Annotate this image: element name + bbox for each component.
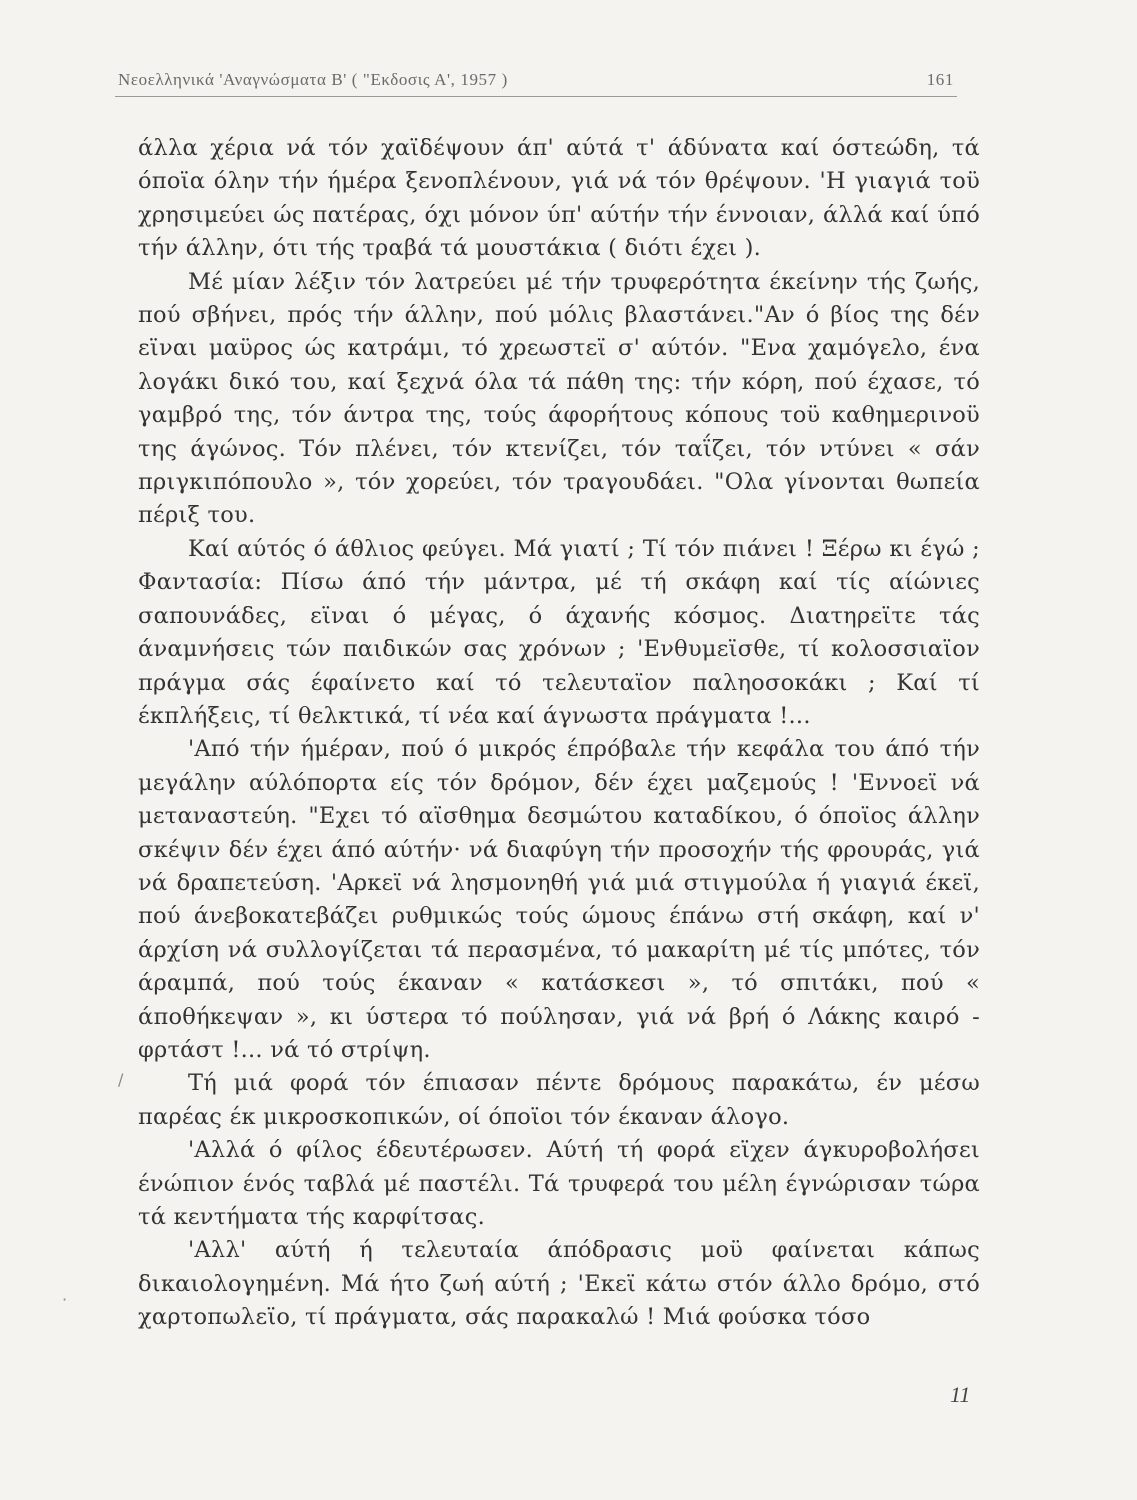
paragraph-3: Καί αύτός ό άθλιος φεύγει. Μά γιατί ; Τί τόν πιάνει ! Ξέρω κι έγώ ; Φαντασία: Πίσω άπό τήν μάντρα, μέ τή σκάφη καί τίς αίώνιες σαπουνάδες, εϊναι ό μέγας, ό άχανής κόσμος. Διατηρεϊτε τάς άναμνήσεις τών παιδικών σας χρόνων ; 'Ενθυμεϊσθε, τί κολοσσιαϊον πράγμα σάς έφαίνετο καί τό τελευταϊον παληοσοκάκι ; Καί τί έκπλήξεις, τί θελκτικά, τί νέα καί άγνωστα πράγματα !...	[138, 535, 980, 729]
paragraph-7: 'Αλλ' αύτή ή τελευταία άπόδρασις μοϋ φαίνεται κάπως δικαιολογημένη. Μά ήτο ζωή αύτή ; 'Εκεϊ κάτω στόν άλλο δρόμο, στό χαρτοπωλεϊο, τί πράγματα, σάς παρακαλώ ! Μιά φούσκα τόσο	[138, 1237, 980, 1331]
margin-mark: /	[118, 1070, 124, 1089]
paragraph-6: 'Αλλά ό φίλος έδευτέρωσεν. Αύτή τή φορά εϊχεν άγκυροβολήσει ένώπιον ένός ταβλά μέ παστέλι. Τά τρυφερά του μέλη έγνώρισαν τώρα τά κεντήματα τής καρφίτσας.	[138, 1137, 980, 1230]
paragraph-2: Μέ μίαν λέξιν τόν λατρεύει μέ τήν τρυφερότητα έκείνην τής ζωής, πού σβήνει, πρός τήν άλλην, πού μόλις βλαστάνει."Αν ό βίος της δέν εϊναι μαϋρος ώς κατράμι, τό χρεωστεϊ σ' αύτόν. "Ενα χαμόγελο, ένα λογάκι δικό του, καί ξεχνά όλα τά πάθη της: τήν κόρη, πού έχασε, τό γαμβρό της, τόν άντρα της, τούς άφορήτους κόπους τοϋ καθημερινοϋ της άγώνος. Τόν πλένει, τόν κτενίζει, τόν ταΐζει, τόν ντύνει « σάν πριγκιπόπουλο », τόν χορεύει, τόν τραγουδάει. "Ολα γίνονται θωπεία πέριξ του.	[138, 268, 980, 529]
page-number: 161	[926, 70, 954, 89]
paragraph-5: Τή μιά φορά τόν έπιασαν πέντε δρόμους παρακάτω, έν μέσω παρέας έκ μικροσκοπικών, οί όποϊοι τόν έκαναν άλογο.	[138, 1070, 980, 1130]
signature-mark: 11	[950, 1382, 971, 1407]
paragraph-4: 'Από τήν ήμέραν, πού ό μικρός έπρόβαλε τήν κεφάλα του άπό τήν μεγάλην αύλόπορτα είς τόν δρόμον, δέν έχει μαζεμούς ! 'Εννοεϊ νά μεταναστεύη. "Εχει τό αϊσθημα δεσμώτου καταδίκου, ό όποϊος άλλην σκέψιν δέν έχει άπό αύτήν· νά διαφύγη τήν προσοχήν τής φρουράς, γιά νά δραπετεύση. 'Αρκεϊ νά λησμονηθή γιά μιά στιγμούλα ή γιαγιά έκεϊ, πού άνεβοκατεβάζει ρυθμικώς τούς ώμους έπάνω στή σκάφη, καί ν' άρχίση νά συλλογίζεται τά περασμένα, τό μακαρίτη μέ τίς μπότες, τόν άραμπά, πού τούς έκαναν « κατάσκεσι », τό σπιτάκι, πού « άποθήκεψαν », κι ύστερα τό πούλησαν, γιά νά βρή ό Λάκης καιρό - φρτάστ !... νά τό στρίψη.	[138, 736, 980, 1063]
body-text	[138, 132, 980, 1335]
paragraph-1: άλλα χέρια νά τόν χαϊδέψουν άπ' αύτά τ' άδύνατα καί όστεώδη, τά όποϊα όλην τήν ήμέρα ξενοπλένουν, γιά νά τόν θρέψουν. 'Η γιαγιά τοϋ χρησιμεύει ώς πατέρας, όχι μόνον ύπ' αύτήν τήν έννοιαν, άλλά καί ύπό τήν άλλην, ότι τής τραβά τά μουστάκια ( διότι έχει ).	[138, 135, 980, 262]
running-title: Νεοελληνικά 'Αναγνώσματα Β' ( "Εκδοσις Α', 1957 )	[118, 70, 508, 89]
margin-mark: ·	[62, 1290, 68, 1309]
header-rule	[115, 96, 957, 97]
running-header	[118, 66, 954, 96]
